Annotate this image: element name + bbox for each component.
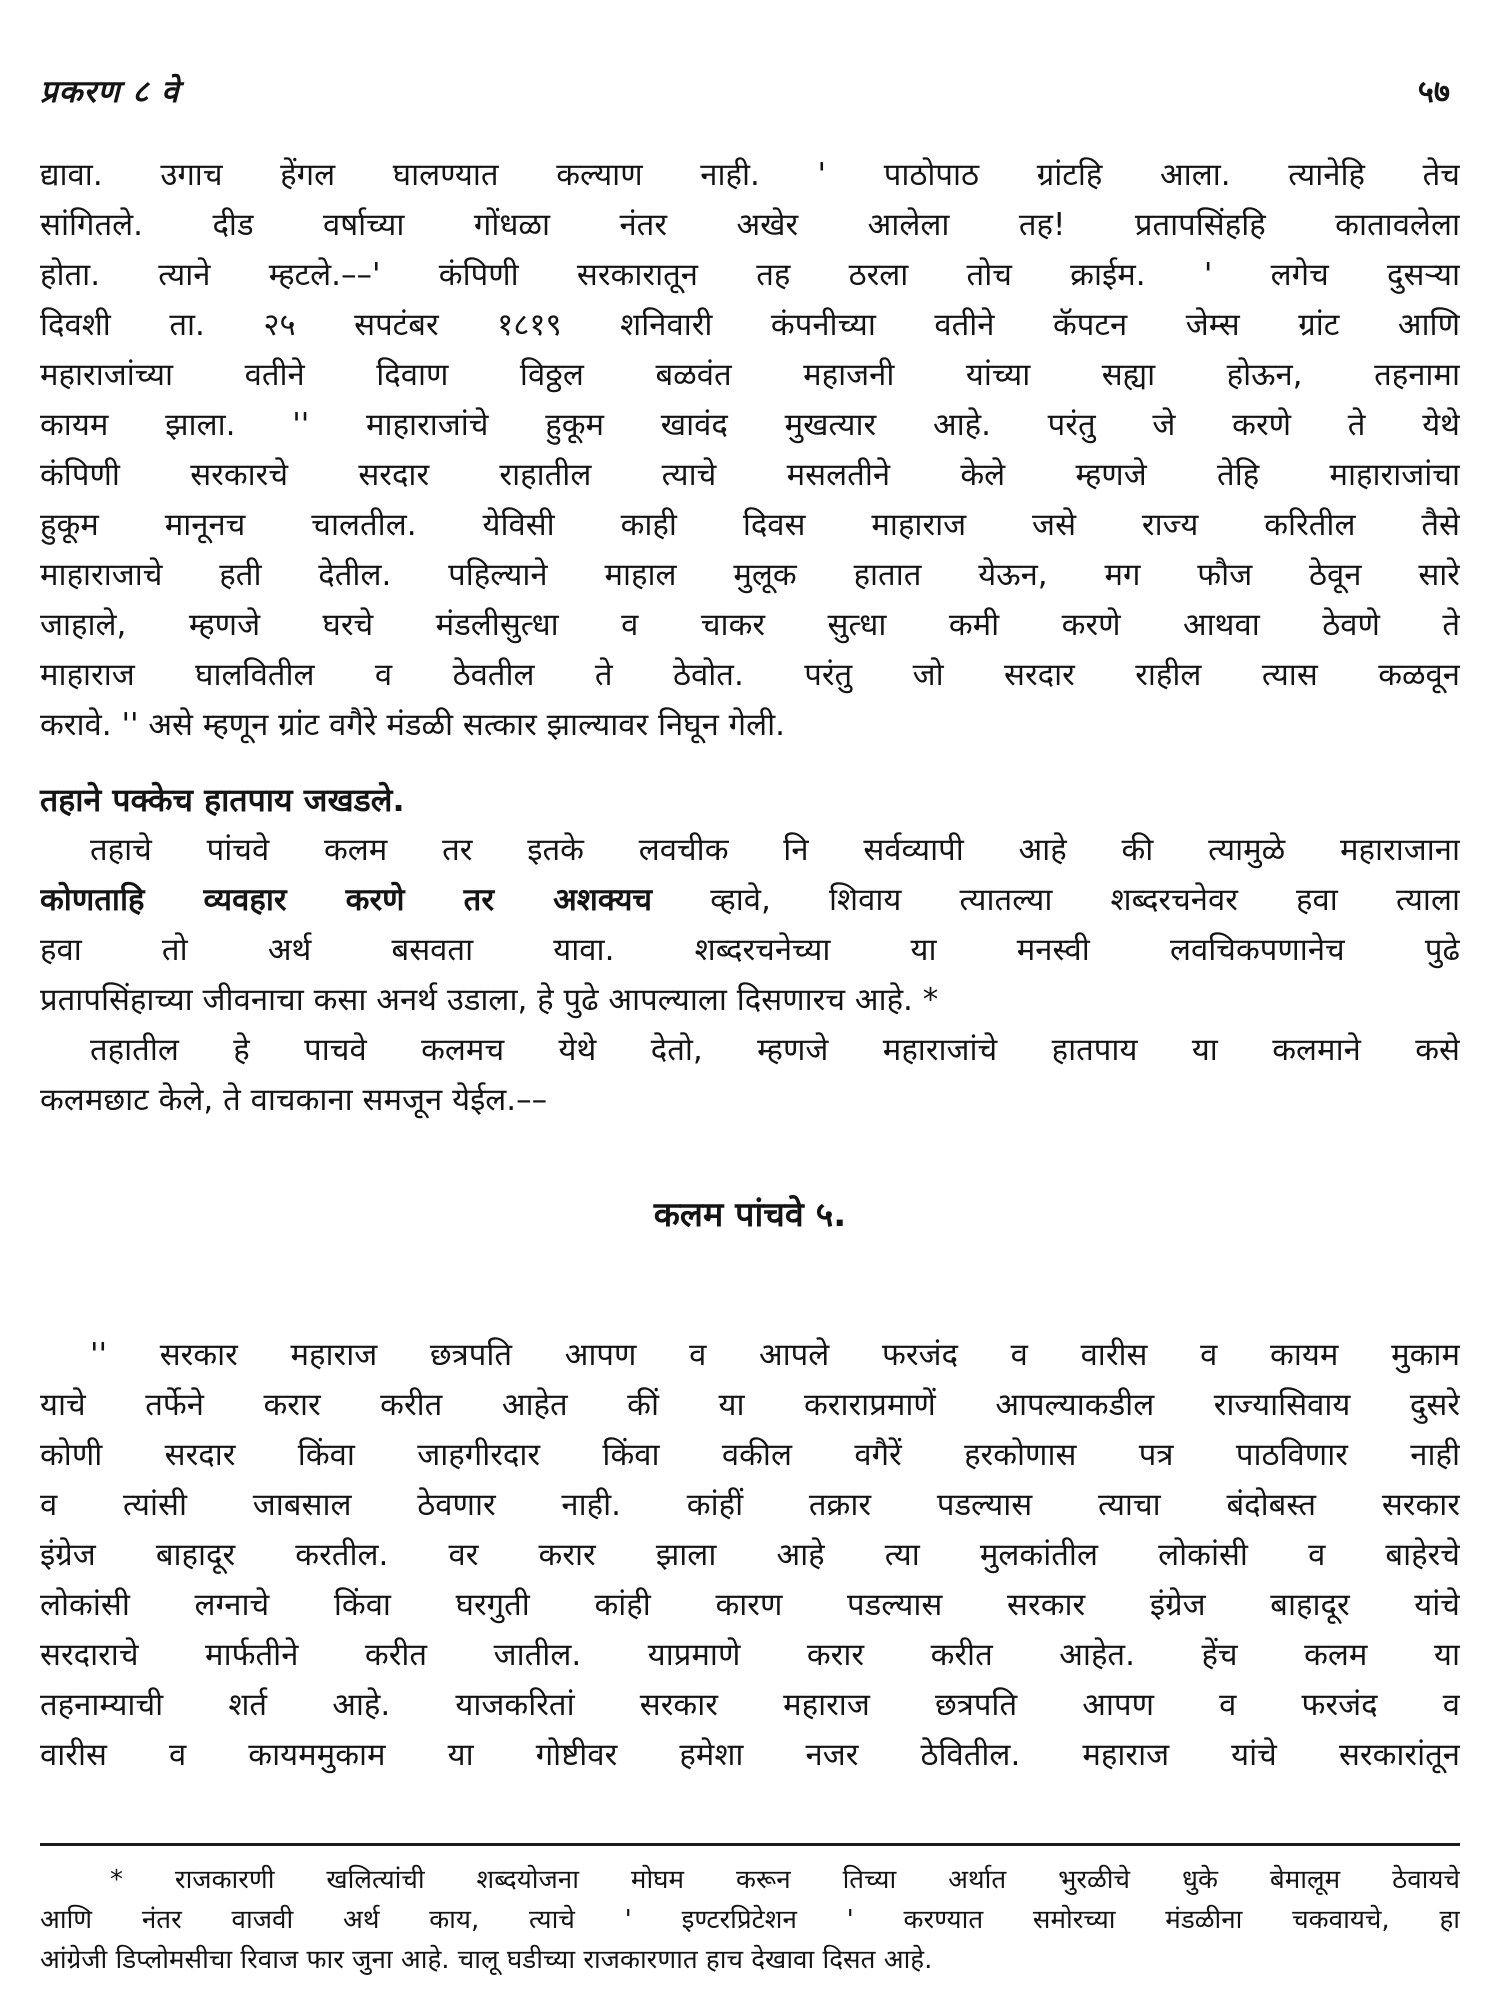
text-line: प्रतापसिंहाच्या जीवनाचा कसा अनर्थ उडाला, हे पुढे आपल्याला दिसणारच आहे. *: [40, 982, 939, 1018]
text-line: तहनाम्याची शर्त आहे. याजकरितां सरकार महाराज छत्रपति आपण व फरजंद व: [40, 1687, 1460, 1723]
text-line: वारीस व कायममुकाम या गोष्टीवर हमेशा नजर ठेवितील. महाराज यांचे सरकारांतून: [40, 1737, 1460, 1773]
subheading: तहाने पक्केच हातपाय जखडले.: [40, 781, 405, 819]
text-line: '' सरकार महाराज छत्रपति आपण व आपले फरजंद व वारीस व कायम मुकाम: [90, 1337, 1460, 1373]
text-line: लोकांसी लग्नाचे किंवा घरगुती कांही कारण पडल्यास सरकार इंग्रेज बाहादूर यांचे: [40, 1587, 1460, 1623]
text-line: करावे. '' असे म्हणून ग्रांट वगैरे मंडळी सत्कार झाल्यावर निघून गेली.: [40, 707, 785, 743]
text-line: दिवशी ता. २५ सपटंबर १८१९ शनिवारी कंपनीच्या वतीने कॅपटन जेम्स ग्रांट आणि: [40, 307, 1460, 343]
text-line: कलमछाट केले, ते वाचकाना समजून येईल.––: [40, 1082, 548, 1118]
footnote-line: आंग्रेजी डिप्लोमसीचा रिवाज फार जुना आहे. चालू घडीच्या राजकारणात हाच देखावा दिसत आहे.: [40, 1945, 933, 1975]
text-line-mixed: [40, 875, 1460, 925]
text-line: माहाराजाचे हती देतील. पहिल्याने माहाल मुलूक हातात येऊन, मग फौज ठेवून सारे: [40, 557, 1460, 593]
text-line: सरदाराचे मार्फतीने करीत जातील. याप्रमाणे करार करीत आहेत. हेंच कलम या: [40, 1637, 1460, 1673]
footnote-line: * राजकारणी खलित्यांची शब्दयोजना मोघम करून तिच्या अर्थात भुरळीचे धुके बेमालूम ठेवायचे: [110, 1865, 1460, 1895]
chapter-title: प्रकरण ८ वे: [40, 74, 180, 110]
text-line: कोणी सरदार किंवा जाहगीरदार किंवा वकील वगैरें हरकोणास पत्र पाठविणार नाही: [40, 1437, 1460, 1473]
text-line: होता. त्याने म्हटले.––' कंपिणी सरकारातून तह ठरला तोच क्राईम. ' लगेच दुसऱ्या: [40, 257, 1460, 293]
paragraph-clause-text: [40, 1330, 1460, 1780]
footnote-line: आणि नंतर वाजवी अर्थ काय, त्याचे ' इण्टरप्रिटेशन ' करण्यात समोरच्या मंडळीना चकवायचे, हा: [40, 1905, 1460, 1935]
text-line: तहाचे पांचवे कलम तर इतके लवचीक नि सर्वव्यापी आहे की त्यामुळे महाराजाना: [90, 832, 1460, 868]
text-line: इंग्रेज बाहादूर करतील. वर करार झाला आहे त्या मुलकांतील लोकांसी व बाहेरचे: [40, 1537, 1460, 1573]
text-line: माहाराज घालवितील व ठेवतील ते ठेवोत. परंतु जो सरदार राहील त्यास कळवून: [40, 657, 1460, 693]
text-line: कंपिणी सरकारचे सरदार राहातील त्याचे मसलतीने केले म्हणजे तेहि माहाराजांचा: [40, 457, 1460, 493]
text-line: कायम झाला. '' माहाराजांचे हुकूम खावंद मुखत्यार आहे. परंतु जे करणे ते येथे: [40, 407, 1460, 443]
text-line: तहातील हे पाचवे कलमच येथे देतो, म्हणजे महाराजांचे हातपाय या कलमाने कसे: [90, 1032, 1460, 1068]
bold-phrase: कोणताहि व्यवहार करणे तर अशक्यच: [40, 882, 653, 918]
text-line: याचे तर्फेने करार करीत आहेत कीं या कराराप्रमाणें आपल्याकडील राज्यासिवाय दुसरे: [40, 1387, 1460, 1423]
paragraph-treaty-narrative: [40, 150, 1460, 750]
section-title: कलम पांचवे ५.: [653, 1195, 847, 1235]
text-line: जाहाले, म्हणजे घरचे मंडलीसुत्धा व चाकर सुत्धा कमी करणे आथवा ठेवणे ते: [40, 607, 1460, 643]
footnote: [40, 1860, 1460, 1980]
text-run: व्हावे, शिवाय त्यातल्या शब्दरचनेवर हवा त्याला: [652, 882, 1460, 918]
text-line: द्यावा. उगाच हेंगल घालण्यात कल्याण नाही. ' पाठोपाठ ग्रांटहि आला. त्यानेहि तेच: [40, 157, 1460, 193]
text-line: हवा तो अर्थ बसवता यावा. शब्दरचनेच्या या मनस्वी लवचिकपणानेच पुढे: [40, 932, 1460, 968]
running-header: [40, 70, 1460, 120]
paragraph-fifth-clause-intro: [40, 825, 1460, 1025]
text-line: महाराजांच्या वतीने दिवाण विठ्ठल बळवंत महाजनी यांच्या सह्या होऊन, तहनामा: [40, 357, 1460, 393]
text-line: हुकूम मानूनच चालतील. येविसी काही दिवस माहाराज जसे राज्य करितील तैसे: [40, 507, 1460, 543]
text-line: सांगितले. दीड वर्षाच्या गोंधळा नंतर अखेर आलेला तह! प्रतापसिंहहि कातावलेला: [40, 207, 1460, 243]
paragraph-clause-preface: [40, 1025, 1460, 1125]
footnote-divider: [40, 1843, 1460, 1846]
page-number: ५७: [1417, 74, 1450, 110]
text-line: व त्यांसी जाबसाल ठेवणार नाही. कांहीं तक्रार पडल्यास त्याचा बंदोबस्त सरकार: [40, 1487, 1460, 1523]
book-page: [40, 70, 1460, 1980]
